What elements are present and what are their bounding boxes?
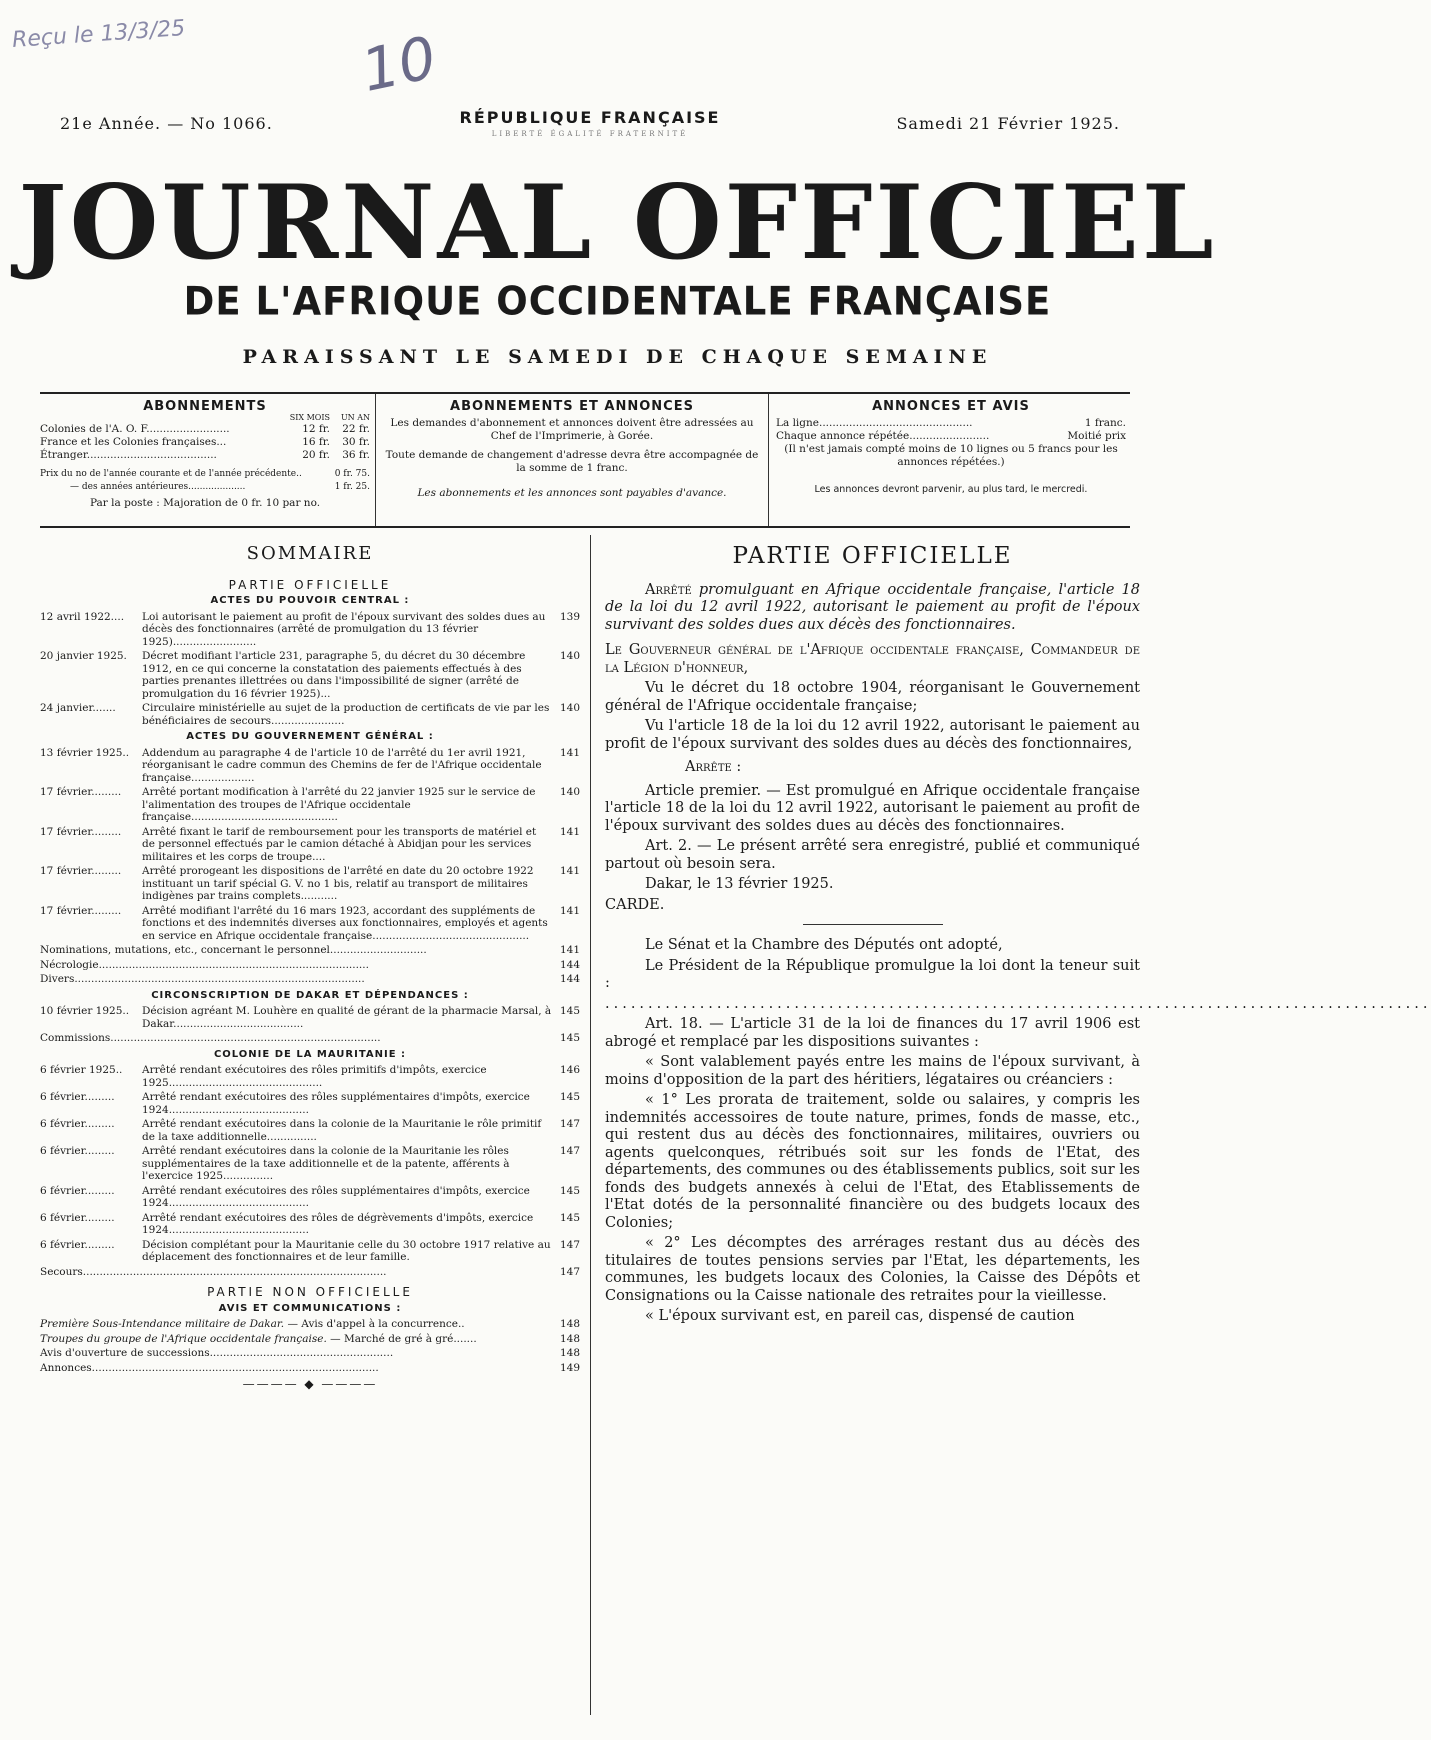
list-item: 6 février......... Arrêté rendant exécutoires des rôles supplémentaires d'impôts, exercice 1924.......................................... 145 <box>40 1184 580 1209</box>
republic-label: RÉPUBLIQUE FRANÇAISE <box>459 108 721 127</box>
rate-row: Étranger....................................... 20 fr. 36 fr. <box>40 449 370 461</box>
abonnements-annonces-title: ABONNEMENTS ET ANNONCES <box>450 399 694 414</box>
list-item: 20 janvier 1925. Décret modifiant l'article 231, paragraphe 5, du décret du 30 décembre 1912, en ce qui concerne la constatation des paiements effectués à des parties prenantes illettrées ou dans l'impossibilité de signer (arrêté de promulgation du 16 février 1925)... 140 <box>40 650 580 700</box>
six-months-header: SIX MOIS <box>289 413 330 422</box>
rate-row: France et les Colonies françaises... 16 fr. 30 fr. <box>40 436 370 448</box>
journal-tagline: PARAISSANT LE SAMEDI DE CHAQUE SEMAINE <box>242 346 993 368</box>
list-item: 24 janvier....... Circulaire ministérielle au sujet de la production de certificats de vie par les bénéficiaires de secours...................... 140 <box>40 702 580 727</box>
arrete-label: Arrête : <box>685 759 742 775</box>
handwritten-note: Reçu le 13/3/25 <box>11 15 186 54</box>
list-item: Avis d'ouverture de successions....................................................... 148 <box>40 1347 580 1359</box>
list-item: 6 février......... Arrêté rendant exécutoires des rôles de dégrèvements d'impôts, exercice 1924.......................................... 145 <box>40 1211 580 1236</box>
issue-number: 21e Année. — No 1066. <box>60 114 273 133</box>
governor-line: Le Gouverneur général de l'Afrique occidentale française, Commandeur de la Légion d'honneur, <box>605 642 1140 676</box>
sommaire-partie-officielle: PARTIE OFFICIELLE <box>228 577 392 592</box>
list-item: Secours........................................................................................... 147 <box>40 1265 580 1278</box>
abonnements-title: ABONNEMENTS <box>143 399 267 414</box>
list-item: Troupes du groupe de l'Afrique occidentale française. — Marché de gré à gré....... 148 <box>40 1332 580 1345</box>
one-year-header: UN AN <box>340 413 370 422</box>
non-officielle-list <box>40 1318 580 1374</box>
sommaire-partie-non-officielle: PARTIE NON OFFICIELLE <box>207 1285 413 1299</box>
place-date: Dakar, le 13 février 1925. <box>645 876 834 892</box>
issue-date: Samedi 21 Février 1925. <box>896 114 1120 133</box>
misc-list <box>40 944 580 986</box>
separator-rule <box>803 924 943 925</box>
dakar-list <box>40 1005 580 1030</box>
article-1: Article premier. — Est promulgué en Afrique occidentale française l'article 18 de la loi du 12 avril 1922, autorisant le paiement au profit de l'époux survivant des soldes dues au décès des fonctionnaires. <box>605 782 1140 834</box>
ornament-rule: ———— ◆ ———— <box>242 1377 378 1391</box>
list-item: 17 février......... Arrêté fixant le tarif de remboursement pour les transports de matériel et de personnel effectués par le camion détaché à Abidjan pour les services militaires et les corps de troupe.... 141 <box>40 825 580 863</box>
list-item: 17 février......... Arrêté prorogeant les dispositions de l'arrêté en date du 20 octobre 1922 instituant un tarif spécial G. V. no 1 bis, relatif au transport de militaires indigènes par trains complets........... 141 <box>40 865 580 902</box>
list-item: 17 février......... Arrêté modifiant l'arrêté du 16 mars 1923, accordant des suppléments de fonctions et des indemnités diverses aux fonctionnaires, employés et agents en service en Afrique occidentale française............................................... 141 <box>40 904 580 942</box>
annonces-title: ANNONCES ET AVIS <box>872 399 1030 414</box>
rate-row: Colonies de l'A. O. F......................... 12 fr. 22 fr. <box>40 423 370 435</box>
list-item: 6 février......... Décision complétant pour la Mauritanie celle du 30 octobre 1917 relative au déplacement des fonctionnaires et de leur famille. 147 <box>40 1238 580 1263</box>
list-item: 6 février......... Arrêté rendant exécutoires des rôles supplémentaires d'impôts, exercice 1924.......................................... 145 <box>40 1091 580 1116</box>
list-item: 17 février......... Arrêté portant modification à l'arrêté du 22 janvier 1925 sur le service de l'alimentation des troupes de l'Afrique occidentale française............................................ 140 <box>40 786 580 823</box>
box-separator <box>768 394 769 526</box>
mauritanie-list <box>40 1064 580 1264</box>
list-item: Première Sous-Intendance militaire de Dakar. — Avis d'appel à la concurrence.. 148 <box>40 1318 580 1330</box>
column-divider <box>590 535 591 1715</box>
article-18: Art. 18. — L'article 31 de la loi de finances du 17 avril 1906 est abrogé et remplacé par les dispositions suivantes : <box>605 1016 1140 1050</box>
rates-list <box>40 423 370 462</box>
subscription-box <box>40 392 1130 528</box>
arrete-heading: Arrêté promulguant en Afrique occidentale française, l'article 18 de la loi du 12 avril 1922, autorisant le paiement au profit de l'époux survivant des soldes dues aux décès des fonctionnaires. <box>605 581 1140 633</box>
list-item: 13 février 1925.. Addendum au paragraphe 4 de l'article 10 de l'arrêté du 1er avril 1921, réorganisant le cadre commun des Chemins de fer de l'Afrique occidentale française................... 141 <box>40 746 580 784</box>
gouvernement-general-list <box>40 747 580 943</box>
list-item: 10 février 1925.. Décision agréant M. Louhère en qualité de gérant de la pharmacie Marsal, à Dakar....................................... 145 <box>40 1005 580 1030</box>
abonnements-column <box>40 394 370 526</box>
pouvoir-central-list <box>40 611 580 728</box>
list-item: 6 février 1925.. Arrêté rendant exécutoires des rôles primitifs d'impôts, exercice 1925.............................................. 146 <box>40 1064 580 1089</box>
list-item: 6 février......... Arrêté rendant exécutoires dans la colonie de la Mauritanie le rôle primitif de la taxe additionnelle............... 147 <box>40 1118 580 1143</box>
journal-title: JOURNAL OFFICIEL <box>18 163 1217 283</box>
signature: CARDE. <box>605 896 665 913</box>
handwritten-number: 10 <box>355 23 443 105</box>
sommaire: SOMMAIRE PARTIE OFFICIELLE ACTES DU POUVOIR CENTRAL : 12 avril 1922.... Loi autorisant le paiement au profit de l'époux survivant des soldes dues au décès des fonctionnaires (arrêté de promulgation du 13 février 1925)......................... 139 20 janvier 1925. Décret modifiant l'article 231, paragraphe 5, du décret du 30 décembre 1912, en ce qui concerne la constatation des paiements effectués à des parties prenantes illettrées ou dans l'impossibilité de signer (arrêté de promulgation du 16 février 1925)... 140 24 janvier....... Circulaire ministérielle au sujet de la production de certificats de vie par les bénéficiaires de secours...................... 140 ACTES DU GOUVERNEMENT GÉNÉRAL : 13 février 1925.. Addendum au paragraphe 4 de l'article 10 de l'arrêté du 1er avril 1921, réorganisant le cadre commun des Chemins de fer de l'Afrique occidentale française................... 141 17 février......... Arrêté portant modification à l'arrêté du 22 janvier 1925 sur le service de l'alimentation des troupes de l'Afrique occidentale française............................................ 140 17 février......... Arrêté fixant le tarif de remboursement pour les transports de matériel et de personnel effectués par le camion détaché à Abidjan pour les services militaires et les corps de troupe.... 141 17 février......... Arrêté prorogeant les dispositions de l'arrêté en date du 20 octobre 1922 instituant un tarif spécial G. V. no 1 bis, relatif au transport de militaires indigènes par trains complets........... 141 17 février......... Arrêté modifiant l'arrêté du 16 mars 1923, accordant des suppléments de fonctions et des indemnités diverses aux fonctionnaires, employés et agents en service en Afrique occidentale française............................................... 141 Nominations, mutations, etc., concernant le personnel............................. 141 Nécrologie................................................................................. 144 Divers....................................................................................... 144 CIRCONSCRIPTION DE DAKAR ET DÉPENDANCES : 10 février 1925.. Décision agréant M. Louhère en qualité de gérant de la pharmacie Marsal, à Dakar....................................... 145 Commissions................................................................................. 145 COLONIE DE LA MAURITANIE : 6 février 1925.. Arrêté rendant exécutoires des rôles primitifs d'impôts, exercice 1925.............................................. 146 6 février......... Arrêté rendant exécutoires des rôles supplémentaires d'impôts, exercice 1924.......................................... 145 6 février......... Arrêté rendant exécutoires dans la colonie de la Mauritanie le rôle primitif de la taxe additionnelle............... 147 6 février......... Arrêté rendant exécutoires dans la colonie de la Mauritanie les rôles supplémentaires de la taxe additionnelle et de la patente, afférents à l'exercice 1925............... 147 6 février......... Arrêté rendant exécutoires des rôles supplémentaires d'impôts, exercice 1924.......................................... 145 6 février......... Arrêté rendant exécutoires des rôles de dégrèvements d'impôts, exercice 1924.......................................... 145 6 février......... Décision complétant pour la Mauritanie celle du 30 octobre 1917 relative au déplacement des fonctionnaires et de leur famille. 147 Secours........................................................................................... 147 PARTIE NON OFFICIELLE AVIS ET COMMUNICATIONS : Première Sous-Intendance militaire de Dakar. — Avis d'appel à la concurrence.. 148 Troupes du groupe de l'Afrique occidentale française. — Marché de gré à gré....... 148 Avis d'ouverture de successions....................................................... 148 Annonces...................................................................................... 149 ———— ◆ ———— <box>40 543 580 1391</box>
price-older: — des années antérieures.................... 1 fr. 25. <box>70 482 370 492</box>
list-item: Nominations, mutations, etc., concernant le personnel............................. 141 <box>40 944 580 956</box>
list-item: 12 avril 1922.... Loi autorisant le paiement au profit de l'époux survivant des soldes dues au décès des fonctionnaires (arrêté de promulgation du 13 février 1925)......................... 139 <box>40 610 580 648</box>
sommaire-title: SOMMAIRE <box>246 543 374 564</box>
republic-motto: LIBERTÉ ÉGALITÉ FRATERNITÉ <box>491 130 689 138</box>
article-2: Art. 2. — Le présent arrêté sera enregistré, publié et communiqué partout où besoin sera. <box>605 838 1140 872</box>
issue-header <box>60 108 1120 148</box>
partie-officielle: PARTIE OFFICIELLE Arrêté promulguant en Afrique occidentale française, l'article 18 de la loi du 12 avril 1922, autorisant le paiement au profit de l'époux survivant des soldes dues aux décès des fonctionnaires. Le Gouverneur général de l'Afrique occidentale française, Commandeur de la Légion d'honneur, Vu le décret du 18 octobre 1904, réorganisant le Gouvernement général de l'Afrique occidentale française; Vu l'article 18 de la loi du 12 avril 1922, autorisant le paiement au profit de l'époux survivant des soldes dues au décès des fonctionnaires, Arrête : Article premier. — Est promulgué en Afrique occidentale française l'article 18 de la loi du 12 avril 1922, autorisant le paiement au profit de l'époux survivant des soldes dues au décès des fonctionnaires. Art. 2. — Le présent arrêté sera enregistré, publié et communiqué partout où besoin sera. Dakar, le 13 février 1925. CARDE. Le Sénat et la Chambre des Députés ont adopté, Le Président de la République promulgue la loi dont la teneur suit : ................................................................................................ Art. 18. — L'article 31 de la loi de finances du 17 avril 1906 est abrogé et remplacé par les dispositions suivantes : « Sont valablement payés entre les mains de l'époux survivant, à moins d'opposition de la part des héritiers, légataires ou créanciers : « 1° Les prorata de traitement, solde ou salaires, y compris les indemnités accessoires de toute nature, primes, fonds de masse, etc., qui restent dus au décès des fonctionnaires, militaires, ouvriers ou agents quelconques, rétribués soit sur les fonds de l'Etat, des départements, des communes ou des établissements publics, soit sur les fonds des budgets annexés à celui de l'Etat, des Etablissements de l'Etat dotés de la personnalité financière ou des budgets locaux des Colonies; « 2° Les décomptes des arrérages restant dus au décès des titulaires de toutes pensions servies par l'Etat, les départements, les communes, les budgets locaux des Colonies, la Caisse des Dépôts et Consignations ou la Caisse nationale des retraites pour la vieillesse. « L'époux survivant est, en pareil cas, dispensé de caution <box>605 543 1431 1324</box>
box-separator <box>375 394 376 526</box>
list-item: Divers....................................................................................... 144 <box>40 973 580 985</box>
ellipsis-line: ................................................................................................ <box>605 995 1431 1012</box>
list-item: Nécrologie................................................................................. 144 <box>40 958 580 971</box>
postal-surcharge: Par la poste : Majoration de 0 fr. 10 par no. <box>89 497 321 509</box>
annonces-column: ANNONCES ET AVIS La ligne.............................................. 1 franc. Chaque annonce répétée........................ Moitié prix (Il n'est jamais compté moins de 10 lignes ou 5 francs pour les annonces répétées.) Les annonces devront parvenir, au plus tard, le mercredi. <box>776 399 1126 495</box>
abonnements-annonces-column: ABONNEMENTS ET ANNONCES Les demandes d'abonnement et annonces doivent être adressées au Chef de l'Imprimerie, à Gorée. Toute demande de changement d'adresse devra être accompagnée de la somme de 1 franc. Les abonnements et les annonces sont payables d'avance. <box>382 394 762 526</box>
price-current: Prix du no de l'année courante et de l'année précédente.. 0 fr. 75. <box>40 469 370 479</box>
journal-subtitle: DE L'AFRIQUE OCCIDENTALE FRANÇAISE <box>183 278 1052 325</box>
list-item: 6 février......... Arrêté rendant exécutoires dans la colonie de la Mauritanie les rôles supplémentaires de la taxe additionnelle et de la patente, afférents à l'exercice 1925............... 147 <box>40 1145 580 1182</box>
partie-officielle-title: PARTIE OFFICIELLE <box>732 543 1013 569</box>
list-item: Annonces...................................................................................... 149 <box>40 1361 580 1374</box>
list-item: Commissions................................................................................. 145 <box>40 1032 580 1044</box>
